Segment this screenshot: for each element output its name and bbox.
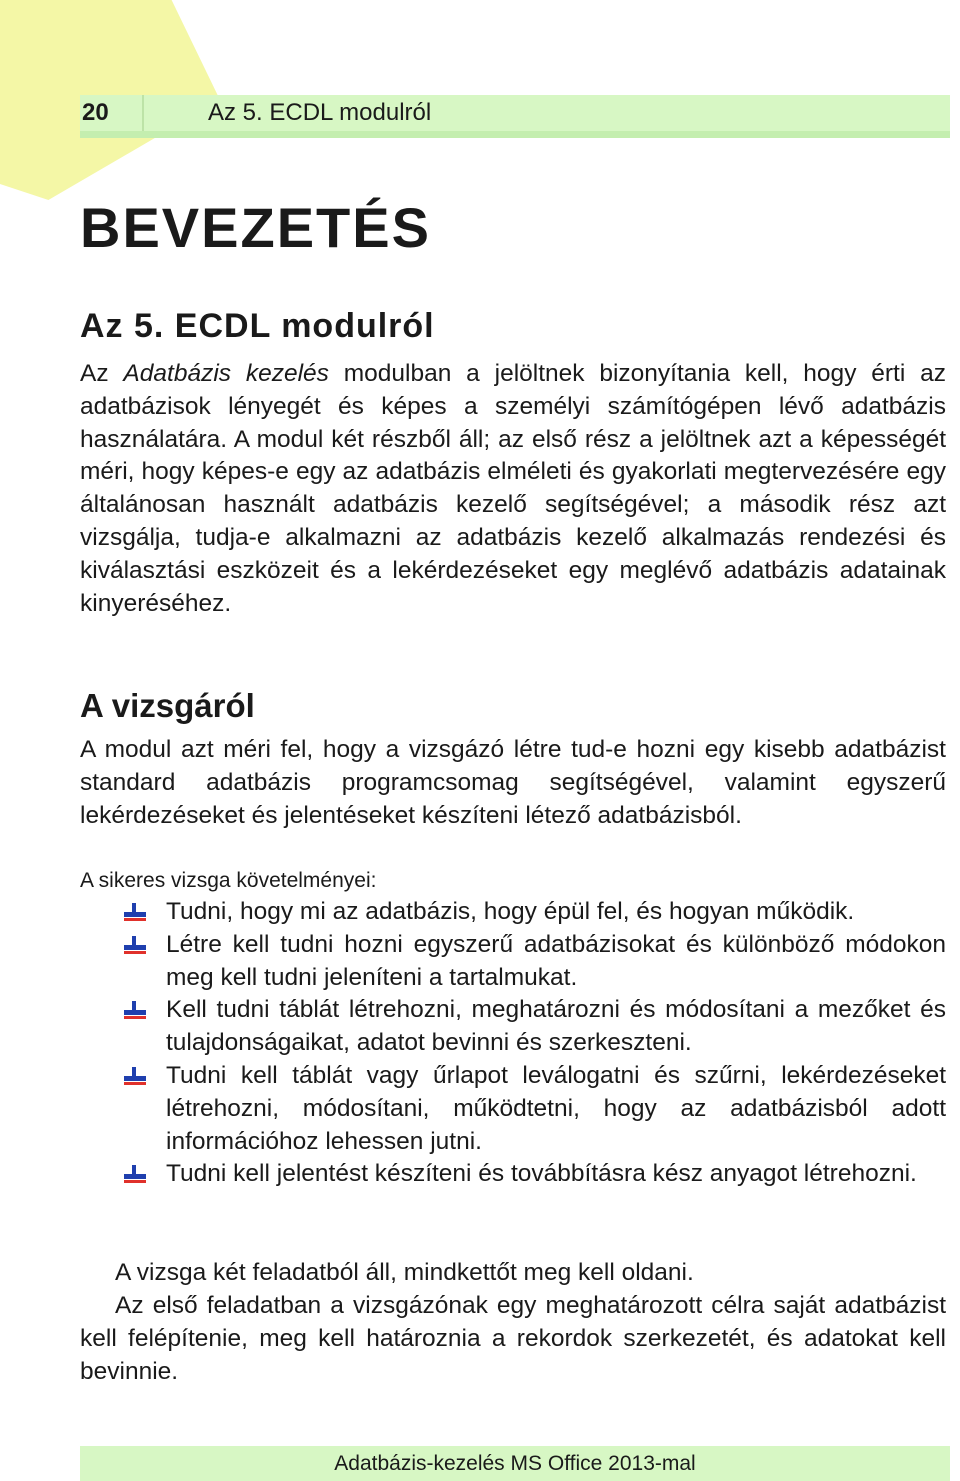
requirement-text: Kell tudni táblát létrehozni, meghatározni és módosítani a mezőket és tulajdonságaikat, adatot bevinni és szerkeszteni. <box>166 996 946 1057</box>
list-item <box>80 1060 946 1158</box>
bullet-icon <box>124 1001 146 1021</box>
page-footer <box>80 1446 950 1481</box>
footer-text: Adatbázis-kezelés MS Office 2013-mal <box>334 1452 696 1475</box>
tasks-paragraph: A vizsga két feladatból áll, mindkettőt meg kell oldani. <box>115 1259 694 1286</box>
module-paragraph: Az Adatbázis kezelés modulban a jelöltnek bizonyítania kell, hogy érti az adatbázisok lényegét és képes a személyi számítógépen lévő adatbázis használatára. A modul két részből áll; az első rész a jelöltnek azt a képességét méri, hogy képes-e egy az adatbázis elméleti és gyakorlati megtervezésére egy általánosan használt adatbázis kezelő segítségével; a második rész azt vizsgálja, tudja-e alkalmazni az adatbázis kezelő alkalmazás rendezési és kiválasztási eszközeit és a lekérdezéseket egy meglévő adatbázis adatainak kinyeréséhez. <box>80 360 946 617</box>
section-heading-module: Az 5. ECDL modulról <box>80 307 435 345</box>
section-heading-exam: A vizsgáról <box>80 687 255 724</box>
list-item <box>80 994 946 1060</box>
bullet-icon <box>124 903 146 923</box>
list-item <box>80 896 946 929</box>
first-task-paragraph: Az első feladatban a vizsgázónak egy meghatározott célra saját adatbázist kell felépítenie, meg kell határoznia a rekordok szerkezetét, és adatokat kell bevinnie. <box>80 1292 946 1385</box>
requirements-label: A sikeres vizsga követelményei: <box>80 869 377 892</box>
requirement-text: Tudni kell táblát vagy űrlapot leválogatni és szűrni, lekérdezéseket létrehozni, módosítani, működtetni, hogy az adatbázisból adott információhoz lehessen jutni. <box>166 1061 946 1155</box>
page-number: 20 <box>80 95 144 131</box>
requirement-text: Tudni, hogy mi az adatbázis, hogy épül fel, és hogyan működik. <box>166 898 855 925</box>
requirement-text: Tudni kell jelentést készíteni és továbbításra kész anyagot létrehozni. <box>166 1160 917 1188</box>
chapter-title: BEVEZETÉS <box>80 196 431 259</box>
list-item <box>80 929 946 995</box>
list-item <box>80 1158 946 1191</box>
running-title: Az 5. ECDL modulról <box>208 99 432 126</box>
module-name: Adatbázis kezelés <box>123 360 329 387</box>
requirements-list <box>80 896 946 1191</box>
page-header <box>80 95 950 138</box>
bullet-icon <box>124 1165 146 1185</box>
requirement-text: Létre kell tudni hozni egyszerű adatbázisokat és különböző módokon meg kell tudni jeleníteni a tartalmukat. <box>166 930 946 991</box>
bullet-icon <box>124 1067 146 1087</box>
bullet-icon <box>124 936 146 956</box>
exam-paragraph: A modul azt méri fel, hogy a vizsgázó létre tud-e hozni egy kisebb adatbázist standard adatbázis programcsomag segítségével, valamint egyszerű lekérdezéseket és jelentéseket készíteni létező adatbázisból. <box>80 736 946 829</box>
